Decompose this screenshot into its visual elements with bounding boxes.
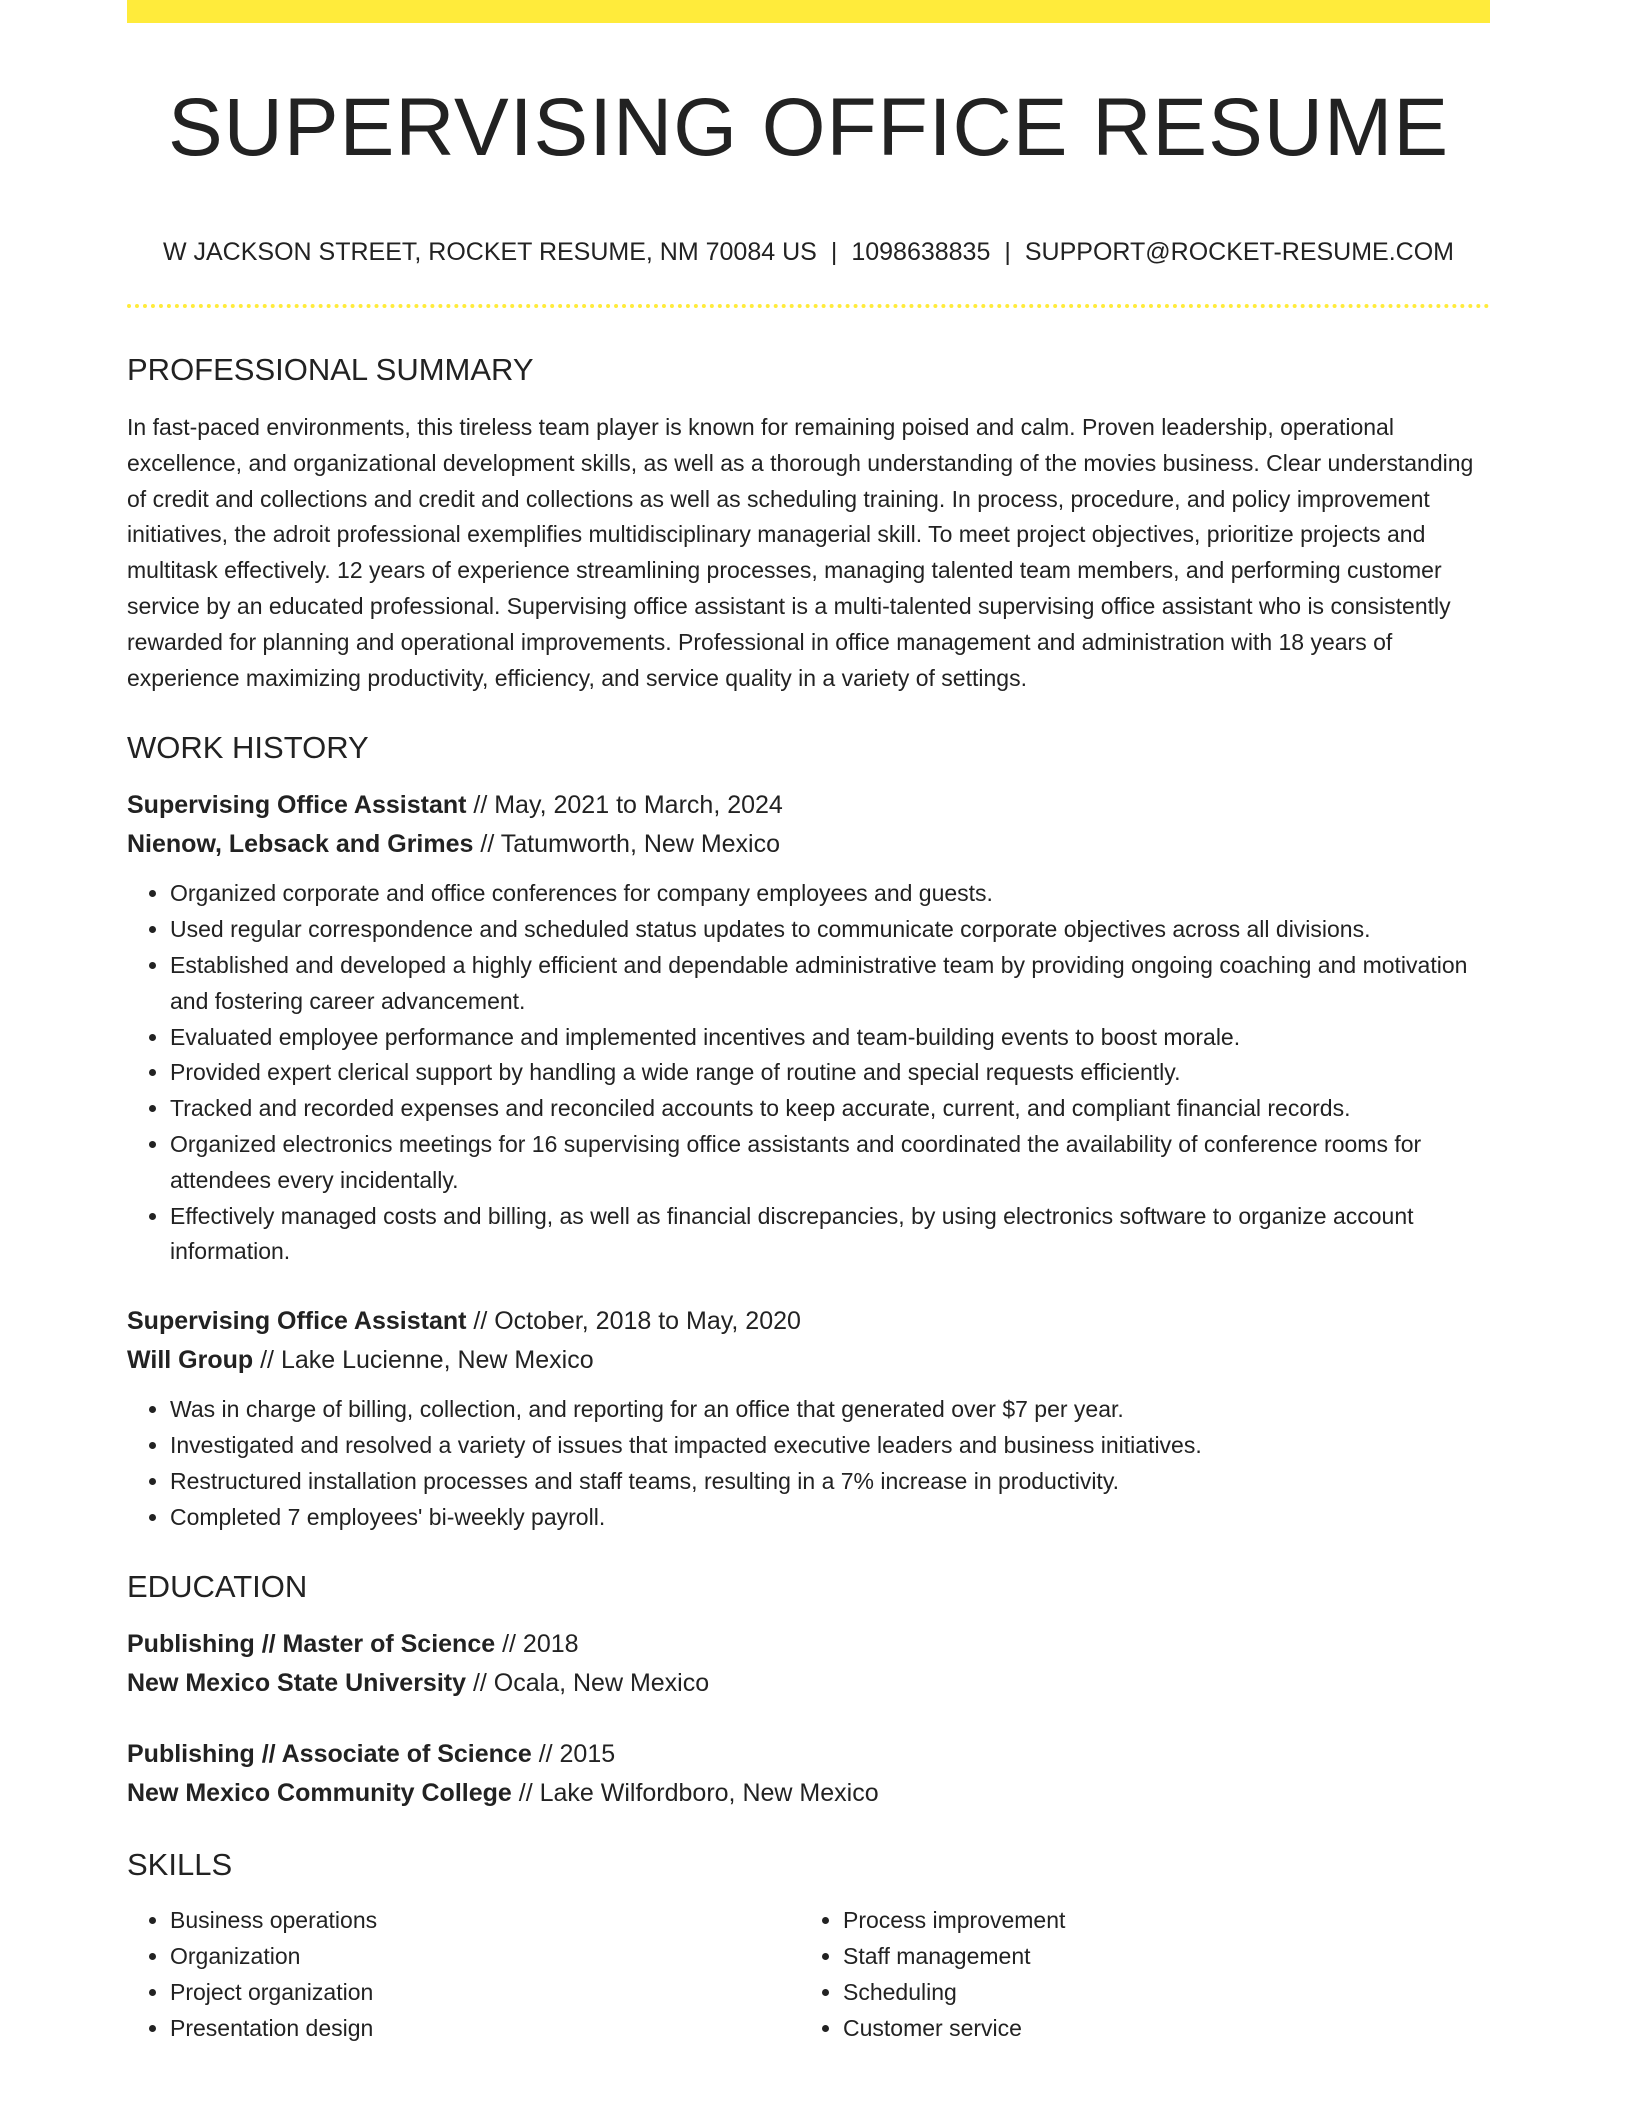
section-heading: EDUCATION	[127, 1569, 308, 1605]
skill-item: • Presentation design	[170, 2011, 800, 2047]
job-bullet-list	[127, 876, 1490, 1270]
degree: Publishing // Master of Science	[127, 1630, 496, 1659]
job-company-line	[127, 1341, 1490, 1380]
section-heading: SKILLS	[127, 1847, 233, 1883]
job-company-line	[127, 825, 1490, 864]
contact-line	[127, 236, 1490, 268]
section-heading: WORK HISTORY	[127, 730, 369, 766]
skill-item: • Customer service	[843, 2011, 1473, 2047]
skills-list-left	[127, 1903, 800, 2046]
job-bullet-list	[127, 1392, 1490, 1535]
skills-list-right	[800, 1903, 1473, 2046]
job-entry	[127, 786, 1490, 1270]
job-bullet: • Investigated and resolved a variety of issues that impacted executive leaders and business initiatives.	[170, 1428, 1490, 1464]
contact-address: W JACKSON STREET, ROCKET RESUME, NM 70084 US	[162, 238, 817, 266]
contact-separator: |	[830, 238, 838, 266]
degree: Publishing // Associate of Science	[127, 1740, 532, 1769]
school-line	[127, 1664, 1490, 1703]
job-title-line	[127, 1302, 1490, 1341]
job-title: Supervising Office Assistant	[127, 1307, 467, 1336]
job-bullet: • Evaluated employee performance and implemented incentives and team-building events to boost morale.	[170, 1020, 1490, 1056]
job-bullet: • Organized corporate and office conferences for company employees and guests.	[170, 876, 1490, 912]
summary-text: In fast-paced environments, this tireless team player is known for remaining poised and calm. Proven leadership, operational excellence, and organizational development skills, as well as a thorough understanding of the movies business. Clear understanding of credit and collections and credit and collections as well as scheduling training. In process, procedure, and policy improvement initiatives, the adroit professional exemplifies multidisciplinary managerial skill. To meet project objectives, prioritize projects and multitask effectively. 12 years of experience streamlining processes, managing talented team members, and performing customer service by an educated professional. Supervising office assistant is a multi-talented supervising office assistant who is consistently rewarded for planning and operational improvements. Professional in office management and administration with 18 years of experience maximizing productivity, efficiency, and service quality in a variety of settings.	[127, 414, 1474, 691]
job-location: // Tatumworth, New Mexico	[473, 830, 781, 859]
section-heading: PROFESSIONAL SUMMARY	[127, 352, 534, 387]
school-location: // Ocala, New Mexico	[466, 1669, 710, 1698]
contact-separator: |	[1004, 238, 1011, 266]
dotted-divider	[127, 304, 1490, 308]
degree-line	[127, 1625, 1490, 1664]
job-location: // Lake Lucienne, New Mexico	[253, 1346, 594, 1375]
job-dates: // May, 2021 to March, 2024	[466, 791, 783, 820]
job-bullet: • Completed 7 employees' bi-weekly payroll.	[170, 1500, 1490, 1536]
top-accent-bar	[127, 0, 1490, 23]
education-entry	[127, 1625, 1490, 1703]
job-bullet: • Established and developed a highly efficient and dependable administrative team by providing ongoing coaching and motivation and fostering career advancement.	[170, 948, 1490, 1020]
job-company: Nienow, Lebsack and Grimes	[127, 830, 474, 859]
resume-title: SUPERVISING OFFICE RESUME	[167, 82, 1450, 173]
job-dates: // October, 2018 to May, 2020	[466, 1307, 801, 1336]
graduation-year: // 2015	[531, 1740, 616, 1769]
resume-content	[127, 350, 1490, 2047]
job-title-line	[127, 786, 1490, 825]
skills-section	[127, 1845, 1490, 2046]
skill-item: • Organization	[170, 1939, 800, 1975]
skill-item: • Business operations	[170, 1903, 800, 1939]
job-bullet: • Effectively managed costs and billing, as well as financial discrepancies, by using electronics software to organize account information.	[170, 1199, 1490, 1271]
job-entry	[127, 1302, 1490, 1535]
job-bullet: • Organized electronics meetings for 16 supervising office assistants and coordinated the availability of conference rooms for attendees every incidentally.	[170, 1127, 1490, 1199]
education-section	[127, 1567, 1490, 1813]
job-bullet: • Was in charge of billing, collection, and reporting for an office that generated over $7 per year.	[170, 1392, 1490, 1428]
graduation-year: // 2018	[495, 1630, 579, 1659]
school: New Mexico Community College	[127, 1779, 512, 1808]
job-bullet: • Restructured installation processes and staff teams, resulting in a 7% increase in productivity.	[170, 1464, 1490, 1500]
work-history-section	[127, 728, 1490, 1535]
school-line	[127, 1774, 1490, 1813]
degree-line	[127, 1735, 1490, 1774]
job-company: Will Group	[127, 1346, 254, 1375]
job-title: Supervising Office Assistant	[127, 791, 467, 820]
skill-item: • Process improvement	[843, 1903, 1473, 1939]
contact-phone: 1098638835	[851, 238, 991, 266]
job-bullet: • Tracked and recorded expenses and reconciled accounts to keep accurate, current, and compliant financial records.	[170, 1091, 1490, 1127]
school-location: // Lake Wilfordboro, New Mexico	[511, 1779, 879, 1808]
education-entry	[127, 1735, 1490, 1813]
job-bullet: • Used regular correspondence and scheduled status updates to communicate corporate objectives across all divisions.	[170, 912, 1490, 948]
skill-item: • Staff management	[843, 1939, 1473, 1975]
skill-item: • Project organization	[170, 1975, 800, 2011]
school: New Mexico State University	[127, 1669, 467, 1698]
skills-columns	[127, 1903, 1490, 2046]
skill-item: • Scheduling	[843, 1975, 1473, 2011]
job-bullet: • Provided expert clerical support by handling a wide range of routine and special requests efficiently.	[170, 1055, 1490, 1091]
contact-email: SUPPORT@ROCKET-RESUME.COM	[1024, 238, 1455, 266]
professional-summary-section	[127, 350, 1490, 696]
